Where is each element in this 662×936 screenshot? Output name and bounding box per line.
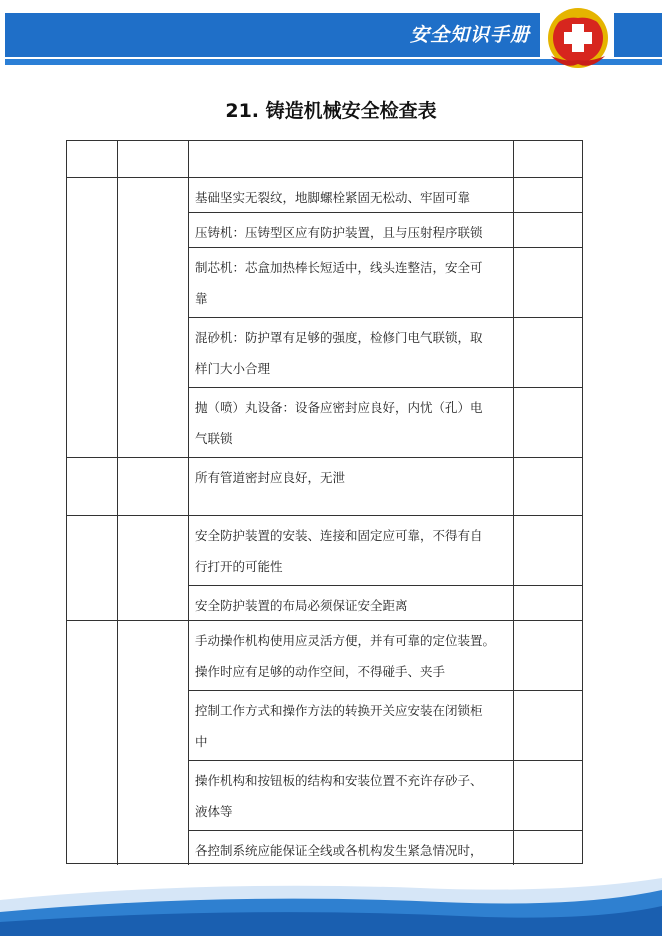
page-header <box>0 0 662 80</box>
table-row-content <box>189 388 513 458</box>
safety-cross-emblem-icon <box>545 4 611 70</box>
result-cell <box>514 621 582 691</box>
content-line: 安全防护装置的布局必须保证安全距离 <box>195 598 408 613</box>
result-cell <box>514 248 582 318</box>
content-line: 控制工作方式和操作方法的转换开关应安装在闭锁柜 <box>195 703 483 718</box>
table-row-content <box>189 248 513 318</box>
content-line: 操作时应有足够的动作空间，不得碰手、夹手 <box>195 664 446 679</box>
content-line: 行打开的可能性 <box>195 559 283 574</box>
content-line: 基础坚实无裂纹，地脚螺栓紧固无松动、牢固可靠 <box>195 190 471 205</box>
result-cell <box>514 178 582 213</box>
table-row-content <box>189 516 513 586</box>
column-header-content <box>188 141 513 177</box>
content-line: 安全防护装置的安装、连接和固定应可靠，不得有自 <box>195 528 483 543</box>
table-row-content <box>189 831 513 869</box>
group-item <box>118 621 188 869</box>
result-cell <box>514 388 582 458</box>
content-line: 所有管道密封应良好，无泄 <box>195 470 346 485</box>
content-line: 抛（喷）丸设备：设备应密封应良好，内忧（孔）电 <box>195 400 483 415</box>
content-line: 操作机构和按钮板的结构和安装位置不充许存砂子、 <box>195 773 483 788</box>
group-seq <box>67 178 117 458</box>
content-line: 各控制系统应能保证全线或各机构发生紧急情况时， <box>195 843 483 858</box>
content-line: 混砂机：防护罩有足够的强度，检修门电气联锁，取 <box>195 330 483 345</box>
column-header-item <box>117 141 188 177</box>
content-line: 压铸机：压铸型区应有防护装置，且与压射程序联锁 <box>195 225 483 240</box>
table-row-content <box>189 621 513 691</box>
group-seq <box>67 621 117 869</box>
group-item <box>118 458 188 516</box>
header-title: 安全知识手册 <box>409 24 530 46</box>
header-band-right <box>614 13 662 57</box>
result-cell <box>514 586 582 621</box>
footer-wave-decoration <box>0 870 662 936</box>
content-line: 液体等 <box>195 804 233 819</box>
inspection-table <box>66 140 583 864</box>
content-line: 样门大小合理 <box>195 361 271 376</box>
content-line: 靠 <box>195 291 208 306</box>
content-line: 中 <box>195 734 208 749</box>
result-cell <box>514 761 582 831</box>
content-line: 手动操作机构使用应灵活方便，并有可靠的定位装置。 <box>195 633 496 648</box>
result-cell <box>514 213 582 248</box>
table-row-content <box>189 178 513 213</box>
group-item <box>118 178 188 458</box>
table-row-content <box>189 458 513 516</box>
content-line: 制芯机：芯盒加热棒长短适中，线头连整洁，安全可 <box>195 260 483 275</box>
table-row-content <box>189 761 513 831</box>
group-item <box>118 516 188 621</box>
column-header-seq <box>67 141 117 177</box>
table-row-content <box>189 318 513 388</box>
document-title: 21. 铸造机械安全检查表 <box>225 100 437 122</box>
group-seq <box>67 516 117 621</box>
result-cell <box>514 831 582 869</box>
result-cell <box>514 691 582 761</box>
table-row-content <box>189 586 513 621</box>
content-line: 气联锁 <box>195 431 233 446</box>
table-row-content <box>189 691 513 761</box>
group-seq <box>67 458 117 516</box>
result-cell <box>514 516 582 586</box>
column-header-result <box>513 141 582 177</box>
result-cell <box>514 458 582 516</box>
table-row-content <box>189 213 513 248</box>
result-cell <box>514 318 582 388</box>
